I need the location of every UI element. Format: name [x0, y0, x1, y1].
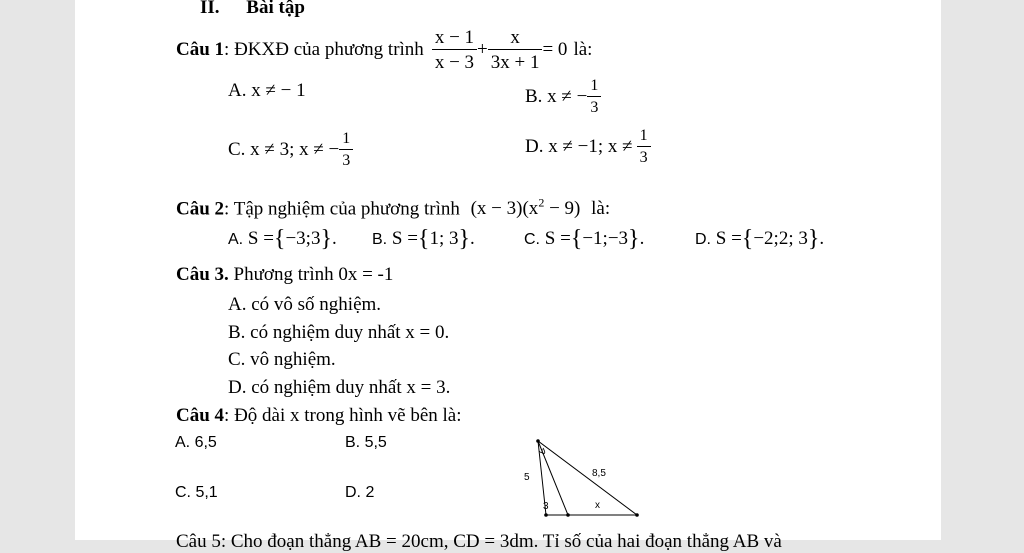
q2-option-a — [228, 228, 337, 251]
q2-option-c — [524, 228, 644, 251]
q2-option-d-letter: D. — [695, 231, 711, 248]
question-1-tail: là: — [573, 39, 593, 60]
dot: . — [819, 228, 825, 249]
triangle-figure — [515, 435, 645, 520]
q1-option-d-fraction — [637, 128, 651, 166]
q1-option-d-den: 3 — [639, 149, 648, 166]
question-3-text: Phương trình 0x = -1 — [228, 264, 394, 285]
q1-option-b-den: 3 — [590, 99, 599, 116]
question-1-text: : ĐKXĐ của phương trình — [224, 39, 424, 60]
dot: . — [331, 228, 337, 249]
dot: . — [639, 228, 645, 249]
brace-close: } — [807, 226, 820, 252]
question-3-label: Câu 3. — [176, 264, 229, 285]
fraction-1-denominator: x − 3 — [434, 52, 475, 73]
base-label-right: x — [595, 500, 600, 511]
q2-option-b-s: S = — [391, 228, 418, 249]
q1-option-a: A. x ≠ − 1 — [228, 80, 306, 101]
question-2-equation — [471, 198, 581, 219]
q2-option-d-set: −2;2; 3 — [753, 228, 808, 249]
q2-option-b — [372, 228, 475, 251]
q2-option-c-set: −1;−3 — [582, 228, 629, 249]
q1-option-b-num: 1 — [587, 78, 601, 97]
fraction-1-numerator: x − 1 — [432, 28, 477, 50]
equation-tail: = 0 — [542, 39, 568, 60]
vertex-top — [536, 439, 540, 443]
q2-option-c-letter: C. — [524, 231, 540, 248]
question-4-label: Câu 4 — [176, 405, 225, 426]
brace-open: { — [570, 226, 583, 252]
brace-close: } — [458, 226, 471, 252]
q1-option-b-text: B. x ≠ − — [525, 86, 588, 107]
q3-option-d: D. có nghiệm duy nhất x = 3. — [228, 377, 451, 398]
q2-option-a-set: −3;3 — [285, 228, 321, 249]
q2-option-c-s: S = — [544, 228, 571, 249]
question-1-label: Câu 1 — [176, 39, 225, 60]
q3-option-c: C. vô nghiệm. — [228, 349, 336, 370]
q1-option-c-text: C. x ≠ 3; x ≠ − — [228, 139, 340, 160]
q2-option-a-letter: A. — [228, 231, 244, 248]
fraction-1 — [432, 28, 477, 72]
q1-option-d-text: D. x ≠ −1; x ≠ — [525, 136, 633, 157]
question-4-text: : Độ dài x trong hình vẽ bên là: — [224, 405, 462, 426]
vertex-bisector-foot — [566, 513, 570, 517]
eq-exponent: 2 — [538, 196, 545, 210]
brace-open: { — [741, 226, 754, 252]
q1-option-d — [525, 125, 651, 169]
side-label-hyp: 8,5 — [592, 468, 606, 479]
fraction-2 — [488, 28, 543, 72]
eq-part-a: (x − 3)(x — [470, 198, 539, 220]
plus-sign: + — [477, 39, 488, 60]
section-number: II. — [200, 0, 220, 18]
q2-option-b-letter: B. — [372, 231, 388, 248]
question-3 — [176, 264, 393, 286]
dot: . — [470, 228, 475, 249]
q3-option-b: B. có nghiệm duy nhất x = 0. — [228, 322, 450, 343]
question-2-label: Câu 2 — [176, 198, 225, 220]
vertex-bottom-left — [544, 513, 548, 517]
brace-open: { — [417, 226, 430, 252]
question-2 — [176, 192, 610, 220]
brace-close: } — [628, 226, 640, 252]
q2-option-d-s: S = — [715, 228, 742, 249]
question-2-text: : Tập nghiệm của phương trình — [224, 198, 460, 220]
question-1 — [176, 25, 592, 75]
question-2-tail: là: — [591, 198, 611, 220]
brace-close: } — [320, 226, 332, 252]
q3-option-a: A. có vô số nghiệm. — [228, 294, 382, 315]
question-4 — [176, 405, 462, 427]
q1-option-c — [228, 127, 353, 173]
question-5-partial: Câu 5: Cho đoạn thẳng AB = 20cm, CD = 3dm. Tỉ số của hai đoạn thẳng AB và — [176, 531, 782, 552]
q1-option-b — [525, 76, 601, 118]
base-label-left: 3 — [543, 501, 549, 512]
fraction-2-denominator: 3x + 1 — [490, 52, 540, 73]
section-heading — [200, 0, 305, 19]
vertex-bottom-right — [635, 513, 639, 517]
q4-option-a: A. 6,5 — [175, 434, 217, 451]
document-page — [75, 0, 941, 552]
q2-option-b-set: 1; 3 — [429, 228, 459, 249]
brace-open: { — [273, 226, 286, 252]
q4-option-c: C. 5,1 — [175, 484, 218, 501]
q2-option-a-s: S = — [247, 228, 274, 249]
q1-option-c-den: 3 — [342, 152, 351, 169]
q2-option-d — [695, 228, 824, 251]
section-title: Bài tập — [246, 0, 305, 18]
q4-option-b: B. 5,5 — [345, 434, 387, 451]
side-label-left: 5 — [524, 472, 530, 483]
fraction-2-numerator: x — [488, 28, 543, 50]
q1-option-c-fraction — [339, 131, 353, 169]
q4-option-d: D. 2 — [345, 484, 375, 501]
q1-option-b-fraction — [587, 78, 601, 116]
q1-option-c-num: 1 — [339, 131, 353, 150]
q1-option-d-num: 1 — [637, 128, 651, 147]
eq-part-b: − 9) — [544, 198, 581, 220]
